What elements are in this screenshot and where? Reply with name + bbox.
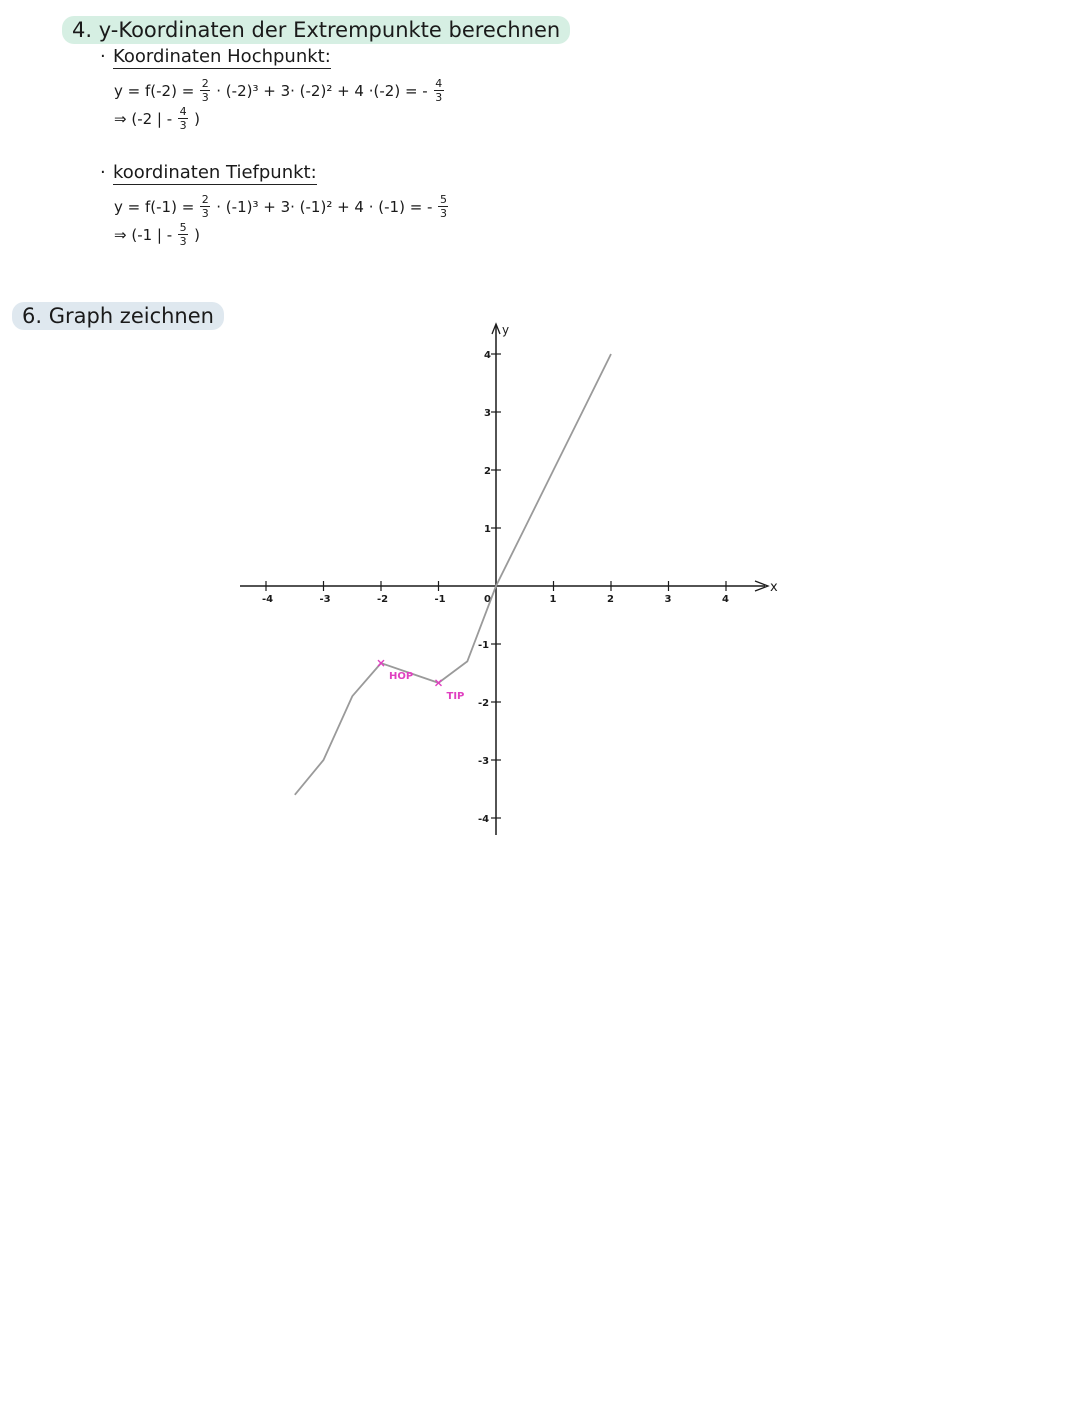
tiefpunkt-eq-lhs: y = f(-1) = <box>114 197 195 216</box>
x-tick-label: -4 <box>262 594 274 605</box>
curve-layer <box>295 354 611 795</box>
hochpunkt-eq-rhs: · (-2)³ + 3· (-2)² + 4 ·(-2) = - <box>216 81 428 100</box>
coord-frac <box>178 222 188 247</box>
x-tick-label: 4 <box>722 594 729 605</box>
frac-num: 4 <box>435 77 443 90</box>
function-curve <box>295 354 611 795</box>
hochpunkt-heading: Koordinaten Hochpunkt: <box>113 46 331 67</box>
frac-den: 3 <box>179 235 187 248</box>
frac-den: 3 <box>201 91 209 104</box>
bullet-tiefpunkt: · <box>100 162 106 183</box>
section-6-title: 6. Graph zeichnen <box>12 302 224 330</box>
y-tick-label: 2 <box>484 466 491 477</box>
x-tick-label: 3 <box>664 594 672 605</box>
frac-num: 5 <box>179 221 187 234</box>
frac-den: 3 <box>439 207 447 220</box>
hochpunkt-eq-lhs: y = f(-2) = <box>114 81 195 100</box>
frac-den: 3 <box>179 119 187 132</box>
section-4-title: 4. y-Koordinaten der Extrempunkte berechnen <box>62 16 570 44</box>
x-axis-label: x <box>770 580 778 595</box>
bullet-hochpunkt: · <box>100 46 106 67</box>
hochpunkt-result-frac <box>434 78 444 103</box>
y-tick-label: 1 <box>484 524 491 535</box>
y-tick-label: 3 <box>484 408 491 419</box>
frac-den: 3 <box>201 207 209 220</box>
hochpunkt-equation <box>114 78 446 103</box>
y-tick-label: -1 <box>478 640 490 651</box>
hochpunkt-frac <box>200 78 210 103</box>
x-tick-label: -1 <box>434 594 446 605</box>
function-graph <box>0 300 1080 1200</box>
axes <box>240 323 778 835</box>
coord-prefix: ⇒ (-2 | - <box>114 109 173 128</box>
tiefpunkt-eq-rhs: · (-1)³ + 3· (-1)² + 4 · (-1) = - <box>216 197 433 216</box>
coord-suffix: ) <box>194 225 201 244</box>
frac-num: 5 <box>439 193 447 206</box>
y-tick-label: -4 <box>478 814 490 825</box>
tiefpunkt-frac <box>200 194 210 219</box>
y-tick-label: -2 <box>478 698 490 709</box>
tiefpunkt-coordinates <box>114 222 200 247</box>
tiefpunkt-heading: koordinaten Tiefpunkt: <box>113 162 317 183</box>
x-tick-label: 1 <box>549 594 557 605</box>
frac-den: 3 <box>435 91 443 104</box>
tiefpunkt-equation <box>114 194 450 219</box>
coord-frac <box>178 106 188 131</box>
frac-num: 4 <box>179 105 187 118</box>
x-tick-label: -3 <box>319 594 331 605</box>
tiefpunkt-result-frac <box>438 194 448 219</box>
hochpunkt-coordinates <box>114 106 200 131</box>
y-tick-label: -3 <box>478 756 490 767</box>
x-tick-label: 0 <box>484 594 491 605</box>
extreme-point-label: TIP <box>446 690 465 702</box>
extreme-point-label: HOP <box>389 671 414 683</box>
x-tick-label: -2 <box>377 594 389 605</box>
frac-num: 2 <box>201 77 209 90</box>
frac-num: 2 <box>201 193 209 206</box>
x-tick-label: 2 <box>607 594 614 605</box>
coord-prefix: ⇒ (-1 | - <box>114 225 173 244</box>
coord-suffix: ) <box>194 109 201 128</box>
y-axis-label: y <box>502 323 510 337</box>
y-tick-label: 4 <box>484 350 491 361</box>
